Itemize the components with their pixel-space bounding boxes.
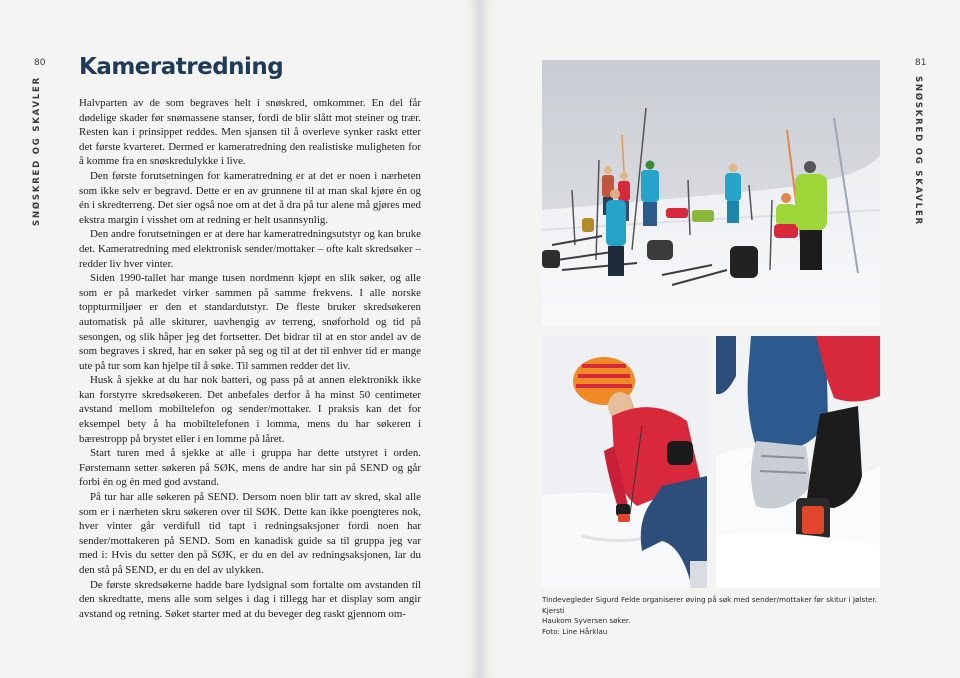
chapter-title: Kameratredning	[79, 54, 284, 80]
left-page	[0, 0, 478, 678]
right-page	[482, 0, 960, 678]
paragraph-1: Halvparten av de som begraves helt i snøskred, omkommer. En del får dødelige skader før snømassene stanser, fordi de blir slått mot steiner og trær. Resten kan i prinsippet reddes. Men sjansen til å overleve synker raskt etter det første kvarteret. Dermed er kameratredning den realistiske muligheten for å komme fra en snøskredulykke i live.	[79, 97, 421, 168]
paragraph-3: Den andre forutsetningen er at dere har kameratredningsutstyr og kan bruke det. Kameratredning med elektronisk sender/mottaker – ofte kalt skredsøker – redder liv hver vinter.	[79, 228, 421, 270]
paragraph-4: Siden 1990-tallet har mange tusen nordmenn kjøpt en slik søker, og alle som er på markedet virker sammen på samme frekvens. I alle norske toppturmiljøer er den et standardutstyr. De fleste bruker skredsøkeren automatisk på alle skiturer, uavhengig av terreng, snøforhold og tid på sesongen, og slik håper jeg det fortsetter. Det bidrar til at en stor andel av de som begraves i skred, har en søker på seg og til at det til enhver tid er mange ute på tur som kan hjelpe til å søke. Til sammen redder det liv.	[79, 272, 421, 372]
paragraph-7: På tur har alle søkeren på SEND. Dersom noen blir tatt av skred, skal alle som er i nærheten skru søkeren over til SØK. Dette kan ikke poengteres nok, hver vinter går verdifull tid tapt i redningsaksjoner fordi noen har sender/mottakeren på SEND. Som en kanadisk guide sa til gruppa jeg var med i: Hvis du setter den på SØK, er du en del av redningsaksjonen, lar du den stå på SEND, er du en del av ulykken.	[79, 491, 421, 576]
paragraph-6: Start turen med å sjekke at alle i gruppa har dette utstyret i orden. Førstemann setter søkeren på SØK, mens de andre har sin på SEND og går forbi én og én med god avstand.	[79, 447, 421, 489]
photo-group-training	[542, 60, 880, 325]
paragraph-5: Husk å sjekke at du har nok batteri, og pass på at annen elektronikk ikke kan forstyrre skredsøkeren. Det anbefales derfor å ha minst 50 centimeter avstand mellom mobiltelefon og sender/mottaker. I praksis kan det for eksempel bety å ha mobiltelefonen i lomma, mens du har søkeren i bærestropp på brystet eller i en lomme på låret.	[79, 374, 421, 445]
photo-caption	[542, 595, 884, 637]
paragraph-2: Den første forutsetningen for kameratredning er at det er noen i nærheten som ikke selv er begravd. Dette er en av grunnene til at man skal kjøre én og én i skredterreng. Det sier også noe om at det å dra på tur alene må gjøres med ekstra margin i visshet om at redning er helt usannsynlig.	[79, 169, 421, 226]
caption-credit: Foto: Line Hårklau	[542, 626, 608, 636]
photo-boots-closeup	[716, 336, 880, 588]
paragraph-8: De første skredsøkerne hadde bare lydsignal som fortalte om avstanden til den skredtatte, mens alle som selges i dag i tillegg har et display som angir avstand og retning. Søket starter med at du beveger deg raskt gjennom om-	[79, 578, 421, 620]
photo-group-training-image	[542, 60, 880, 325]
running-head-left: SNØSKRED OG SKAVLER	[32, 76, 42, 226]
photo-woman-searching	[542, 336, 707, 588]
caption-line-2: Haukom Syversen søker.	[542, 616, 631, 625]
running-head-right: SNØSKRED OG SKAVLER	[913, 76, 923, 226]
page-number-right: 81	[915, 58, 927, 68]
photo-woman-searching-image	[542, 336, 707, 588]
caption-line-1: Tindevegleder Sigurd Felde organiserer øving på søk med sender/mottaker før skitur i Jølster. Kjersti	[542, 595, 878, 615]
body-text	[79, 96, 421, 626]
photo-boots-closeup-image	[716, 336, 880, 588]
page-number-left: 80	[34, 58, 46, 68]
